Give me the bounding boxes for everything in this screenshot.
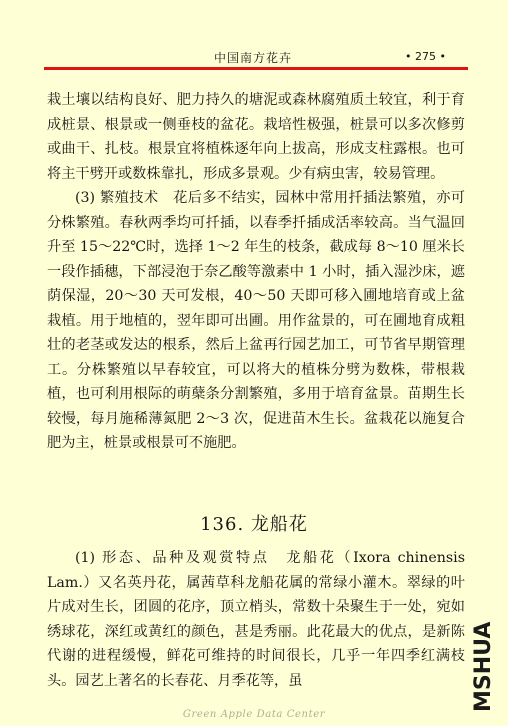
paragraph-propagation: (3) 繁殖技术 花后多不结实，园林中常用扦插法繁殖，亦可分株繁殖。春秋两季均可扦插，以春季扦插成活率较高。当气温回升至 15～22℃时，选择 1～2 年生的枝条，截成每 8～10 厘米长一段作插穗，下部浸泡于奈乙酸等激素中 1 小时，插入湿沙床，遮荫保湿，20～30 天可发根，40～50 天即可移入圃地培育或上盆栽植。用于地植的，翌年即可出圃。用作盆景的，可在圃地育成粗壮的老茎或发达的根系，然后上盆再行园艺加工，可节省早期管理工。分株繁殖以早春较宜，可以将大的植株分劈为数株，带根栽植，也可利用根际的萌蘖条分割繁殖，多用于培育盆景。苗期生长较慢，每月施稀薄氮肥 2～3 次，促进苗木生长。盆栽花以施复合肥为主，桩景或根景可不施肥。	[47, 190, 465, 451]
side-watermark	[470, 604, 498, 714]
side-watermark-text: MSHUA	[471, 621, 496, 712]
body-text-lower	[47, 546, 465, 693]
page-number: • 275 •	[405, 50, 446, 63]
paragraph-morphology: (1) 形态、品种及观赏特点 龙船花（Ixora chinensis Lam.）又名英丹花，属茜草科龙船花属的常绿小灌木。翠绿的叶片成对生长，团圆的花序，顶立梢头，常数十朵聚生于一处，宛如绣球花，深红或黄红的颜色，甚是秀丽。此花最大的优点，是新陈代谢的进程缓慢，鲜花可维持的时间很长，几乎一年四季红满枝头。园艺上著名的长春花、月季花等，虽	[47, 550, 465, 689]
body-text-upper	[47, 88, 465, 456]
running-header	[44, 46, 468, 68]
header-rule	[44, 67, 468, 70]
section-title: 136. 龙船花	[200, 514, 308, 535]
paragraph-cultivation: 栽土壤以结构良好、肥力持久的塘泥或森林腐殖质土较宜，利于育成桩景、根景或一侧垂枝的盆花。栽培性极强，桩景可以多次修剪或曲干、扎枝。根景宜将植株逐年向上拔高，形成支柱露根。也可将主干劈开或数株靠扎，形成多景观。少有病虫害，较易管理。	[47, 92, 465, 182]
header-title: 中国南方花卉	[214, 51, 293, 65]
bottom-watermark: Green Apple Data Center	[182, 709, 326, 720]
